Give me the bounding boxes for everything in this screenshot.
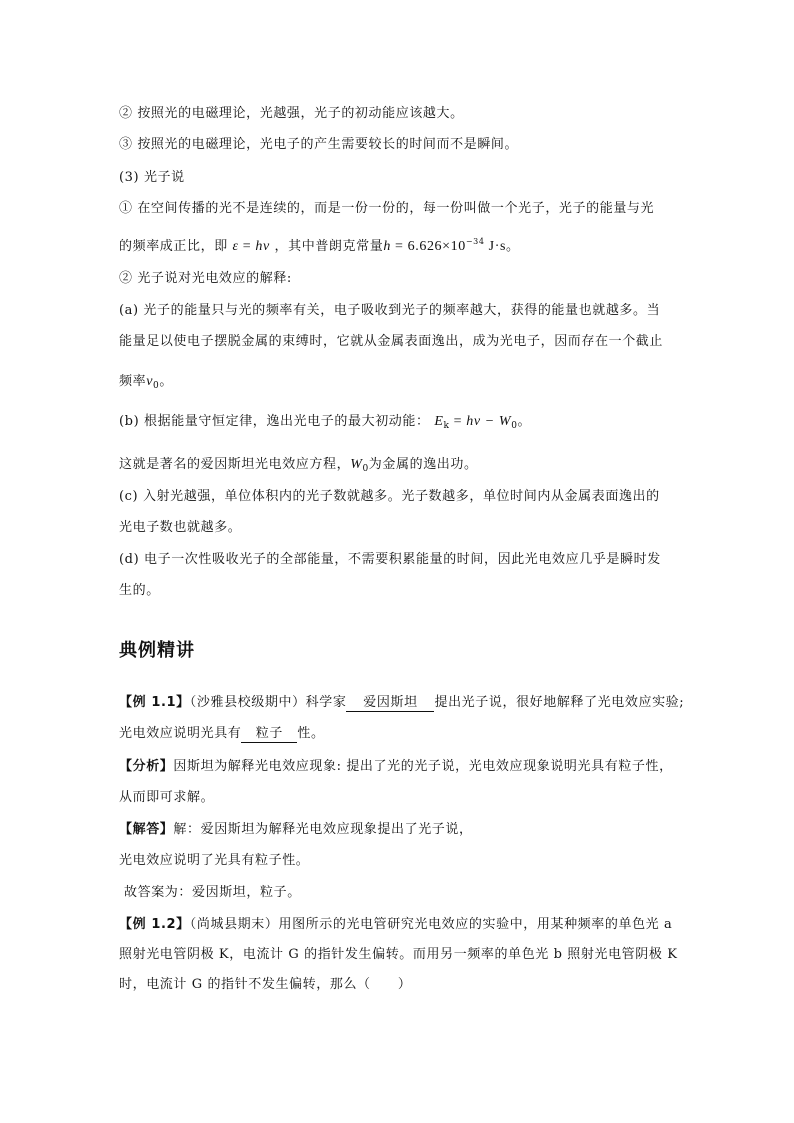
text-span: （沙雅县校级期中）科学家 [189,695,347,710]
answer-line: 光电效应说明了光具有粒子性。 [119,853,310,868]
text-line: (3) 光子说 [119,170,185,185]
text-line: ② 按照光的电磁理论，光越强，光子的初动能应该越大。 [119,106,464,121]
example-1-2-line: 照射光电管阴极 K，电流计 G 的指针发生偏转。而用另一频率的单色光 b 照射光电管阴极 K [119,947,678,962]
formula-ek: E [434,414,444,429]
analysis-line: 从而即可求解。 [119,790,215,805]
formula-w: W [350,457,363,472]
section-title: 典例精讲 [119,640,195,661]
example-1-2-line: 时，电流计 G 的指针不发生偏转，那么（ ） [119,977,412,992]
text-line: 能量足以使电子摆脱金属的束缚时，它就从金属表面逸出，成为光电子，因而存在一个截止 [119,334,664,349]
text-span: 。 [506,239,520,254]
text-span: ，其中普朗克常量 [274,239,384,254]
text-span: 性。 [297,726,325,741]
formula-ek-sub: k [443,421,450,431]
text-span: 。 [517,414,532,429]
text-span: 的频率成正比，即 [119,239,228,254]
text-span: 为金属的逸出功。 [368,457,478,472]
example-1-1-line [119,725,679,743]
text-span: 光电效应说明光具有 [119,726,242,741]
answer-line [119,821,679,839]
formula-hnu-minus-w: hν − W [466,414,512,429]
formula-hexp: −34 [465,237,485,246]
formula-w-sub: 0 [362,464,369,474]
text-line: 生的。 [119,583,160,598]
example-1-1-line [119,694,685,712]
text-span: 这就是著名的爱因斯坦光电效应方程， [119,457,351,472]
formula-nu: ν [146,374,154,389]
text-line: ② 光子说对光电效应的解释: [119,271,292,286]
example-label: 【例 1.1】 [119,695,190,710]
answer-blank: 粒子 [241,726,297,743]
text-line-with-formula [119,373,679,395]
example-label: 【例 1.2】 [119,917,190,932]
text-line: ③ 按照光的电磁理论，光电子的产生需要较长的时间而不是瞬间。 [119,137,519,152]
formula-hnu: hν [255,239,270,254]
answer-line: 故答案为：爱因斯坦，粒子。 [124,885,301,900]
text-span: 。 [159,374,173,389]
text-line-with-formula [119,233,679,256]
text-span: 因斯坦为解释光电效应现象: 提出了光的光子说，光电效应现象说明光具有粒子性， [173,759,673,774]
text-line: (d) 电子一次性吸收光子的全部能量，不需要积累能量的时间，因此光电效应几乎是瞬时发 [119,552,661,567]
analysis-line [119,758,679,776]
formula-w-sub: 0 [511,421,518,431]
text-line: ① 在空间传播的光不是连续的，而是一份一份的，每一份叫做一个光子，光子的能量与光 [119,201,655,216]
formula-h: h [383,239,391,254]
formula-epsilon: ε [232,239,239,254]
text-line: (c) 入射光越强，单位体积内的光子数就越多。光子数越多，单位时间内从金属表面逸出的 [119,489,660,504]
example-1-2-line [119,916,679,934]
text-span: (b) 根据能量守恒定律，逸出光电子的最大初动能： [119,414,430,429]
formula-eq: = [449,414,467,429]
text-span: （尚城县期末）用图所示的光电管研究光电效应的实验中，用某种频率的单色光 a [189,917,673,932]
text-span: 频率 [119,374,147,389]
text-line: (a) 光子的能量只与光的频率有关，电子吸收到光子的频率越大，获得的能量也就越多。当 [119,303,661,318]
text-span: 提出光子说，很好地解释了光电效应实验; [434,695,685,710]
text-line-with-formula [119,456,679,478]
formula-nu-sub: 0 [153,381,160,391]
analysis-label: 【分析】 [119,759,174,774]
formula-hunit: J·s [484,239,507,254]
text-span: 解：爱因斯坦为解释光电效应现象提出了光子说， [173,822,473,837]
answer-blank: 爱因斯坦 [346,695,434,712]
answer-label: 【解答】 [119,822,174,837]
text-line-with-formula [119,413,679,435]
formula-eq: = [238,239,256,254]
formula-hval: = 6.626×10 [390,239,466,254]
text-line: 光电子数也就越多。 [119,520,242,535]
